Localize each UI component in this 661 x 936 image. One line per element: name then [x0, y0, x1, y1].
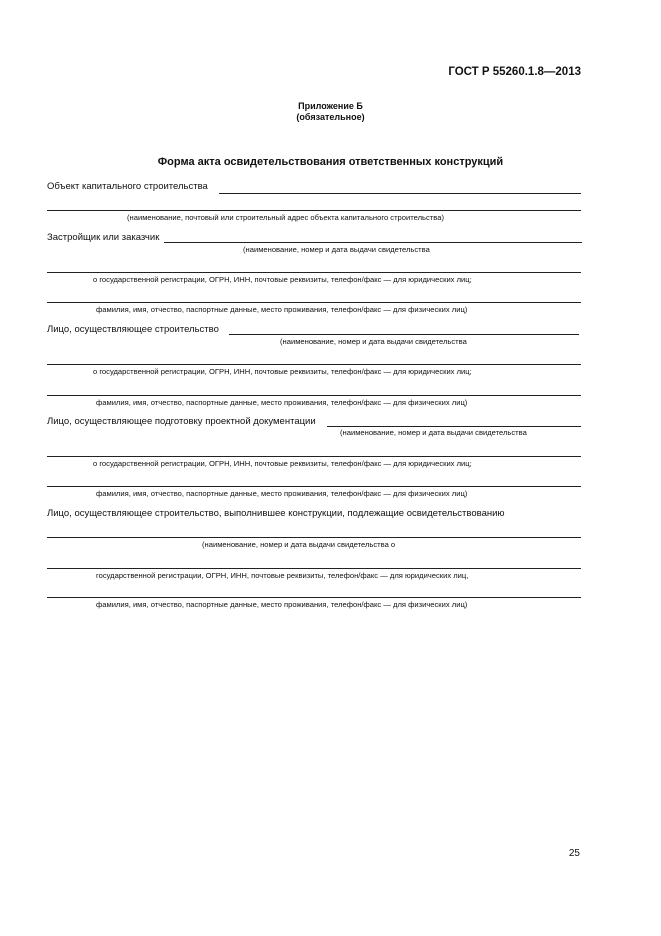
field-label-contractor: Лицо, осуществляющее строительство, выполнившее конструкции, подлежащие освидетельствованию	[47, 508, 505, 519]
contractor-caption: фамилия, имя, отчество, паспортные данные, место проживания, телефон/факс — для физических лиц)	[96, 600, 468, 609]
contractor-input-line[interactable]	[47, 537, 581, 538]
builder-input-line[interactable]	[47, 364, 581, 365]
designer-caption: (наименование, номер и дата выдачи свидетельства	[340, 428, 527, 437]
form-title: Форма акта освидетельствования ответственных конструкций	[157, 156, 504, 168]
object-input-line[interactable]	[219, 193, 581, 194]
designer-input-line[interactable]	[47, 456, 581, 457]
developer-caption: (наименование, номер и дата выдачи свидетельства	[243, 245, 430, 254]
appendix-name: Приложение Б	[298, 101, 363, 111]
developer-input-line[interactable]	[47, 302, 581, 303]
developer-input-line[interactable]	[164, 242, 582, 243]
developer-caption: о государственной регистрации, ОГРН, ИНН, почтовые реквизиты, телефон/факс — для юридических лиц;	[93, 275, 472, 284]
builder-caption: фамилия, имя, отчество, паспортные данные, место проживания, телефон/факс — для физических лиц)	[96, 398, 468, 407]
designer-caption: о государственной регистрации, ОГРН, ИНН, почтовые реквизиты, телефон/факс — для юридических лиц;	[93, 459, 472, 468]
contractor-caption: государственной регистрации, ОГРН, ИНН, почтовые реквизиты, телефон/факс — для юридических лиц,	[96, 571, 469, 580]
field-label-developer: Застройщик или заказчик	[47, 232, 160, 243]
page-number: 25	[568, 848, 580, 859]
developer-input-line[interactable]	[47, 272, 581, 273]
appendix-heading	[0, 101, 661, 123]
designer-caption: фамилия, имя, отчество, паспортные данные, место проживания, телефон/факс — для физических лиц)	[96, 489, 468, 498]
standard-number: ГОСТ Р 55260.1.8—2013	[448, 66, 581, 78]
contractor-input-line[interactable]	[47, 568, 581, 569]
field-label-builder: Лицо, осуществляющее строительство	[47, 324, 219, 335]
contractor-input-line[interactable]	[47, 597, 581, 598]
object-input-line[interactable]	[47, 210, 581, 211]
appendix-status: (обязательное)	[296, 112, 365, 122]
builder-input-line[interactable]	[229, 334, 579, 335]
developer-caption: фамилия, имя, отчество, паспортные данные, место проживания, телефон/факс — для физических лиц)	[96, 305, 468, 314]
builder-input-line[interactable]	[47, 395, 581, 396]
contractor-caption: (наименование, номер и дата выдачи свидетельства о	[202, 540, 396, 549]
field-label-object: Объект капитального строительства	[47, 181, 208, 192]
designer-input-line[interactable]	[47, 486, 581, 487]
object-caption: (наименование, почтовый или строительный адрес объекта капитального строительства)	[127, 213, 444, 222]
field-label-designer: Лицо, осуществляющее подготовку проектной документации	[47, 416, 316, 427]
builder-caption: (наименование, номер и дата выдачи свидетельства	[280, 337, 467, 346]
builder-caption: о государственной регистрации, ОГРН, ИНН, почтовые реквизиты, телефон/факс — для юридических лиц;	[93, 367, 472, 376]
designer-input-line[interactable]	[327, 426, 581, 427]
